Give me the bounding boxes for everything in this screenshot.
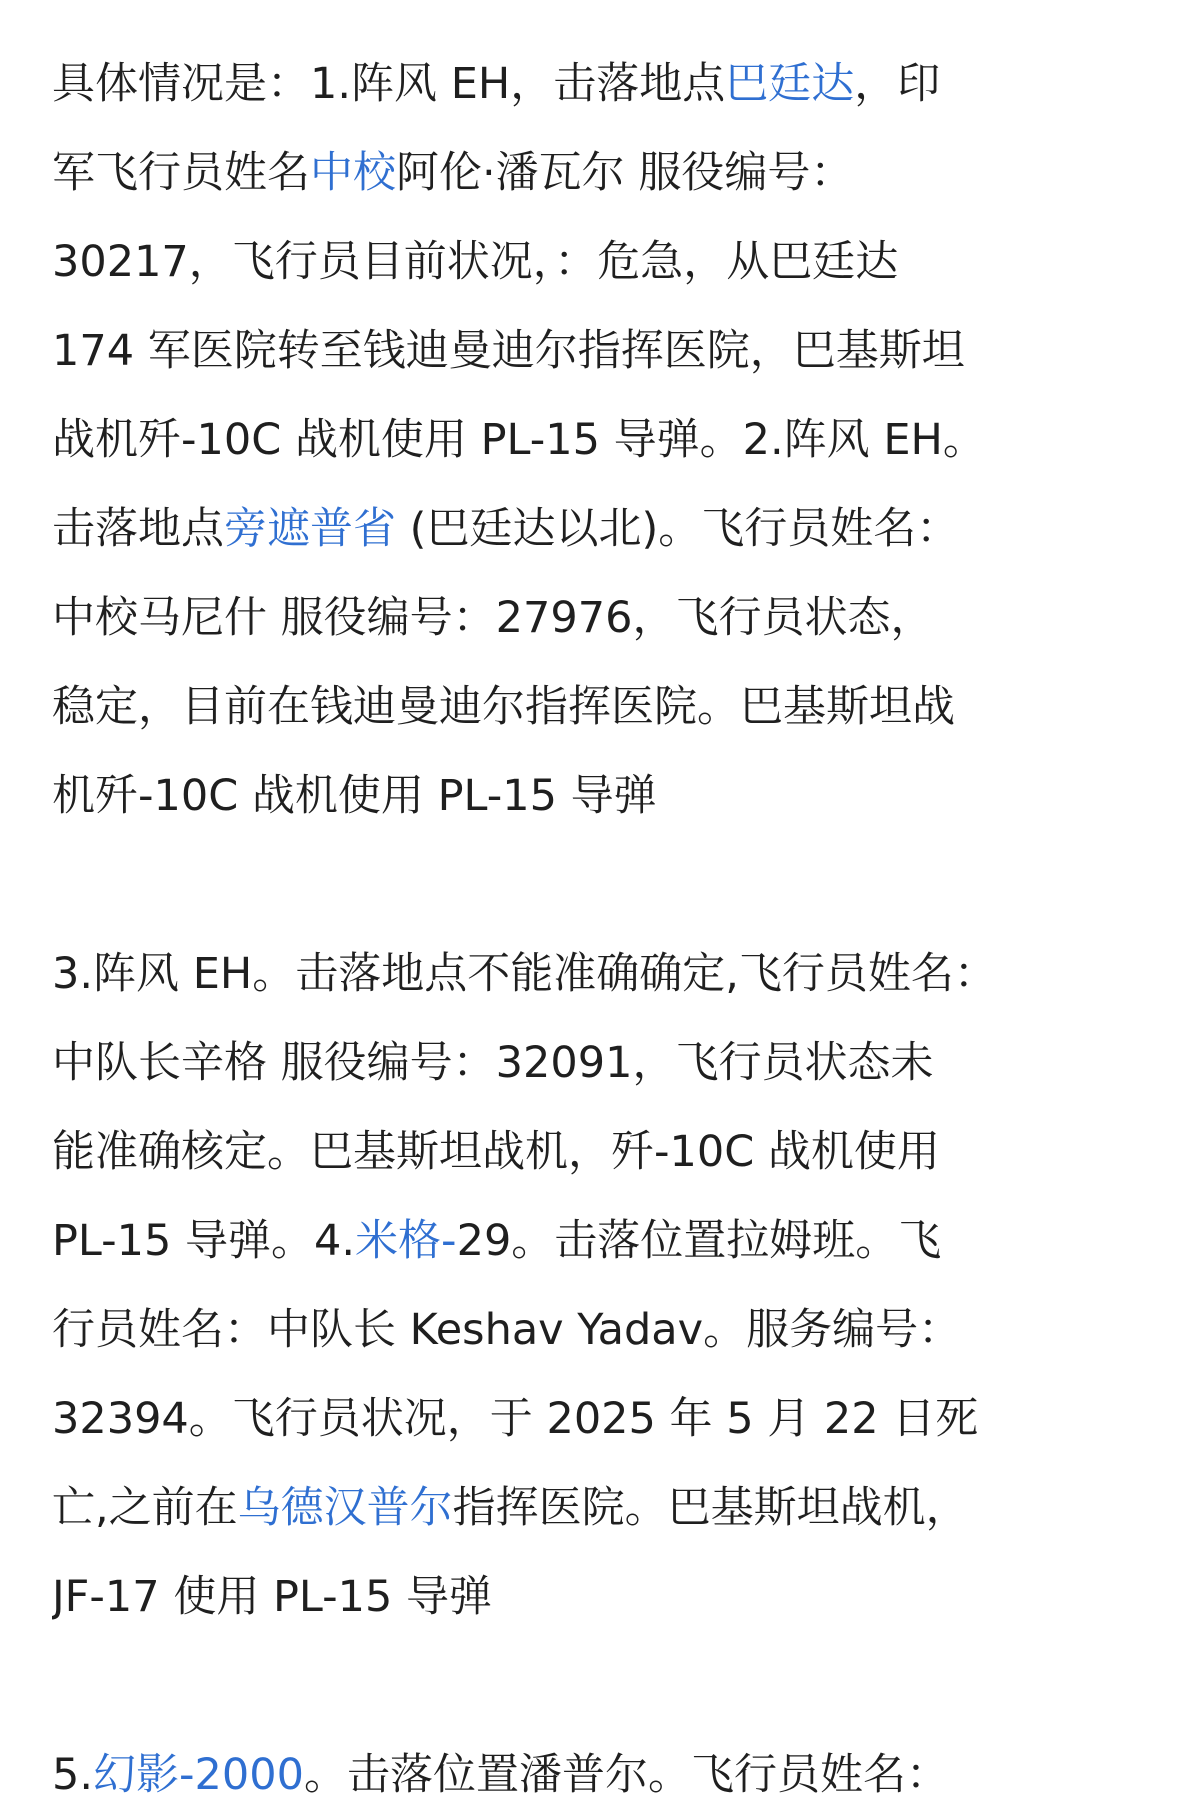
text-line: [52, 1731, 1156, 1820]
text-segment: 3.阵风 EH。击落地点不能准确确定,飞行员姓名：: [52, 949, 997, 999]
keyword-link[interactable]: 乌德汉普尔: [237, 1483, 453, 1533]
text-segment: 阿伦·潘瓦尔 服役编号：: [396, 148, 854, 198]
text-line: [52, 663, 1156, 752]
text-line: [52, 396, 1156, 485]
text-line: [52, 930, 1156, 1019]
text-segment: 行员姓名：中队长 Keshav Yadav。服务编号：: [52, 1305, 962, 1355]
text-segment: 30217，飞行员目前状况，：危急，从巴廷达: [52, 237, 899, 287]
keyword-link[interactable]: 巴廷达: [725, 59, 855, 109]
text-segment: 中校马尼什 服役编号：27976，飞行员状态，: [52, 593, 934, 643]
text-line: [52, 1286, 1156, 1375]
text-segment: 174 军医院转至钱迪曼迪尔指挥医院，巴基斯坦: [52, 326, 965, 376]
paragraph-gap: [52, 1642, 1156, 1731]
text-line: [52, 307, 1156, 396]
text-segment: 。击落位置潘普尔。飞行员姓名：: [303, 1750, 949, 1800]
text-segment: 稳定，目前在钱迪曼迪尔指挥医院。巴基斯坦战: [52, 682, 955, 732]
text-segment: 32394。飞行员状况，于 2025 年 5 月 22 日死: [52, 1394, 979, 1444]
text-line: [52, 1553, 1156, 1642]
paragraph: [52, 40, 1156, 841]
text-line: [52, 752, 1156, 841]
text-line: [52, 1108, 1156, 1197]
text-segment: 中队长辛格 服役编号：32091，飞行员状态未: [52, 1038, 934, 1088]
text-segment: 具体情况是：1.阵风 EH，击落地点: [52, 59, 726, 109]
text-segment: ，印: [854, 59, 941, 109]
text-segment: JF-17 使用 PL-15 导弹: [52, 1572, 493, 1622]
keyword-link[interactable]: 米格-: [355, 1216, 457, 1266]
text-line: [52, 1464, 1156, 1553]
text-segment: 29。击落位置拉姆班。飞: [456, 1216, 942, 1266]
keyword-link[interactable]: 幻影-2000: [93, 1750, 304, 1800]
keyword-link[interactable]: 旁遮普省: [224, 504, 396, 554]
text-line: [52, 40, 1156, 129]
text-line: [52, 574, 1156, 663]
text-segment: 机歼-10C 战机使用 PL-15 导弹: [52, 771, 657, 821]
text-line: [52, 1375, 1156, 1464]
text-segment: 战机歼-10C 战机使用 PL-15 导弹。2.阵风 EH。: [52, 415, 986, 465]
text-segment: 5.: [52, 1750, 94, 1800]
text-line: [52, 1197, 1156, 1286]
text-line: [52, 218, 1156, 307]
text-segment: 亡,之前在: [52, 1483, 238, 1533]
text-segment: PL-15 导弹。4.: [52, 1216, 356, 1266]
text-line: [52, 485, 1156, 574]
text-segment: 军飞行员姓名: [52, 148, 310, 198]
keyword-link[interactable]: 中校: [310, 148, 396, 198]
text-line: [52, 129, 1156, 218]
paragraph: [52, 1731, 1156, 1820]
text-segment: (巴廷达以北)。飞行员姓名：: [396, 504, 960, 554]
text-segment: 指挥医院。巴基斯坦战机，: [452, 1483, 969, 1533]
paragraph-gap: [52, 841, 1156, 930]
text-line: [52, 1019, 1156, 1108]
article-body: [52, 40, 1156, 1820]
text-segment: 能准确核定。巴基斯坦战机，歼-10C 战机使用: [52, 1127, 940, 1177]
text-segment: 击落地点: [52, 504, 224, 554]
paragraph: [52, 930, 1156, 1642]
